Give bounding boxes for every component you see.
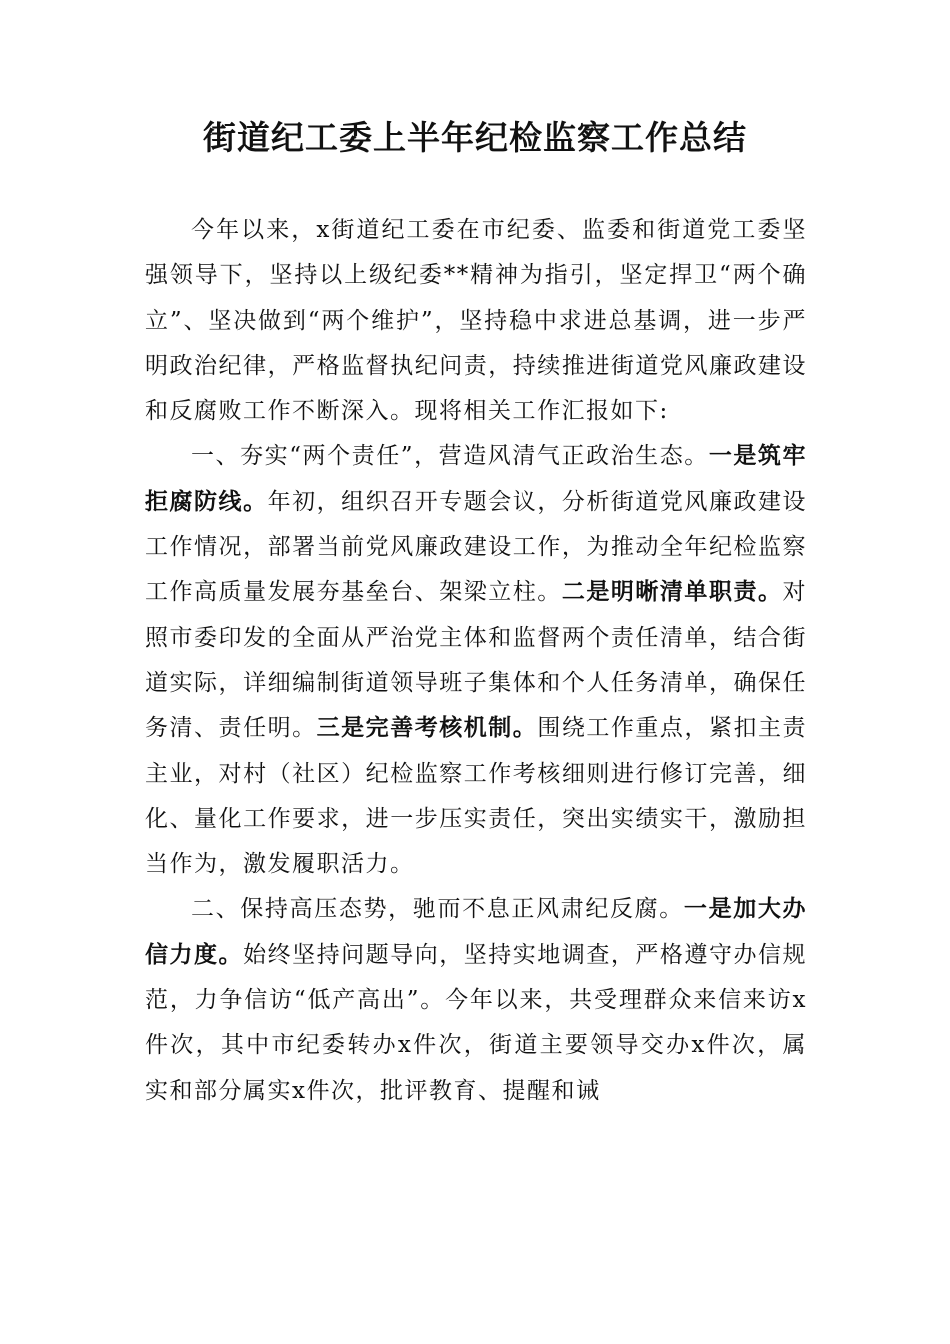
section-1-point-1-title: 一是筑牢拒腐防线。 [145, 443, 807, 515]
section-2-point-1-title: 一是加大办信力度。 [145, 896, 808, 968]
intro-paragraph: 今年以来，x街道纪工委在市纪委、监委和街道党工委坚强领导下，坚持以上级纪委**精神为指引，坚定捍卫“两个确立”、坚决做到“两个维护”，坚持稳中求进总基调，进一步严明政治纪律，严格监督执纪问责，持续推进街道党风廉政建设和反腐败工作不断深入。现将相关工作汇报如下: [145, 217, 807, 425]
section-2-paragraph [145, 887, 807, 1113]
section-1-point-2-title: 二是明晰清单职责。 [561, 579, 783, 606]
section-1-heading: 一、夯实“两个责任”，营造风清气正政治生态。 [191, 443, 709, 470]
section-1-point-2-text: 对照市委印发的全面从严治党主体和监督两个责任清单，结合街道实际，详细编制街道领导班子集体和个人任务清单，确保任务清、责任明。 [145, 579, 808, 742]
document-body [145, 208, 807, 1114]
section-1-point-1-text: 年初，组织召开专题会议，分析街道党风廉政建设工作情况，部署当前党风廉政建设工作，为推动全年纪检监察工作高质量发展夯基垒台、架梁立柱。 [145, 488, 808, 606]
section-2-heading: 二、保持高压态势，驰而不息正风肃纪反腐。 [191, 896, 684, 923]
section-1-paragraph [145, 434, 807, 887]
section-2-point-1-text: 始终坚持问题导向，坚持实地调查，严格遵守办信规范，力争信访“低产高出”。今年以来，共受理群众来信来访x件次，其中市纪委转办x件次，街道主要领导交办x件次，属实和部分属实x件次，批评教育、提醒和诫 [145, 941, 808, 1104]
document-title: 街道纪工委上半年纪检监察工作总结 [203, 118, 747, 157]
section-1-point-3-text: 围绕工作重点，紧扣主责主业，对村（社区）纪检监察工作考核细则进行修订完善，细化、量化工作要求，进一步压实责任，突出实绩实干，激励担当作为，激发履职活力。 [145, 715, 808, 878]
section-1-point-3-title: 三是完善考核机制。 [316, 715, 538, 742]
